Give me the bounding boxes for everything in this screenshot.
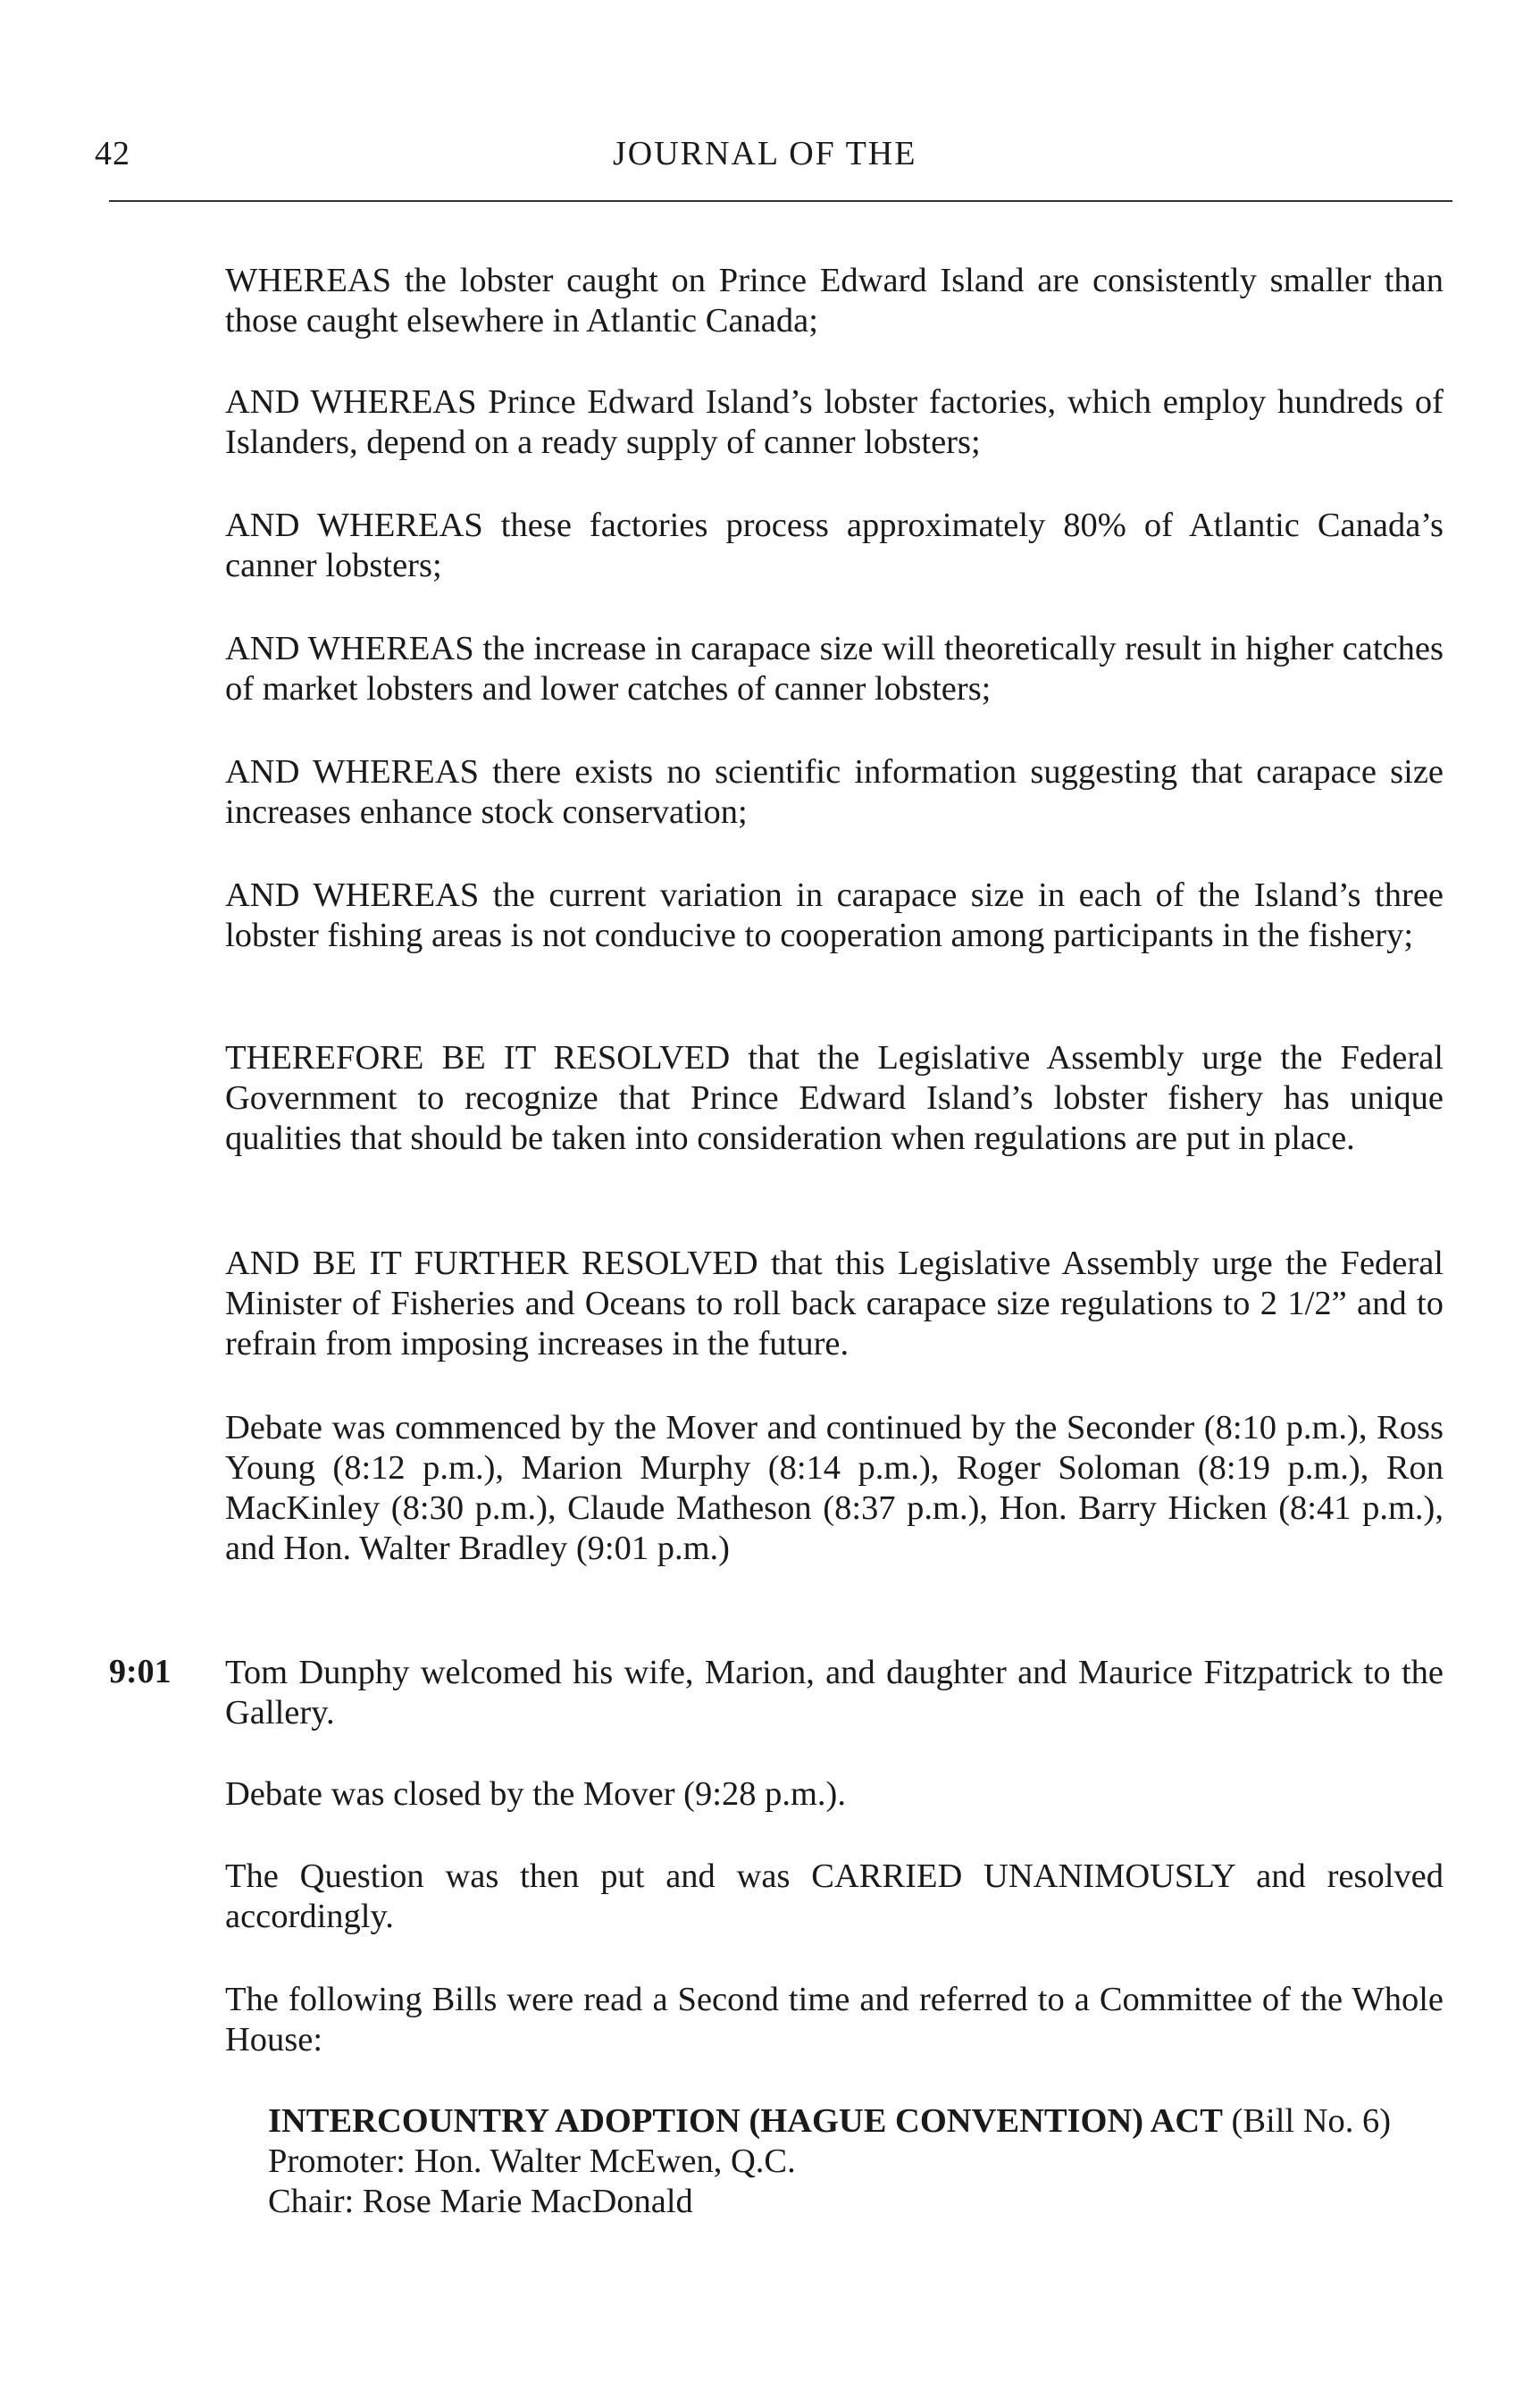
whereas-paragraph-1: WHEREAS the lobster caught on Prince Edward Island are consistently smaller than those caught elsewhere in Atlantic Canada;: [225, 262, 1444, 340]
gallery-paragraph: Tom Dunphy welcomed his wife, Marion, and daughter and Maurice Fitzpatrick to the Gallery.: [225, 1654, 1444, 1731]
resolved-paragraph: THEREFORE BE IT RESOLVED that the Legislative Assembly urge the Federal Government to recognize that Prince Edward Island’s lobster fishery has unique qualities that should be taken into consideration when regulations are put in place.: [225, 1039, 1444, 1157]
debate-closed-paragraph: Debate was closed by the Mover (9:28 p.m.).: [225, 1775, 846, 1813]
whereas-paragraph-6: AND WHEREAS the current variation in carapace size in each of the Island’s three lobster fishing areas is not conducive to cooperation among participants in the fishery;: [225, 876, 1444, 954]
whereas-paragraph-4: AND WHEREAS the increase in carapace size will theoretically result in higher catches of market lobsters and lower catches of canner lobsters;: [225, 630, 1444, 708]
question-paragraph: The Question was then put and was CARRIED UNANIMOUSLY and resolved accordingly.: [225, 1857, 1444, 1935]
page-header: [0, 134, 1540, 188]
whereas-paragraph-2: AND WHEREAS Prince Edward Island’s lobster factories, which employ hundreds of Islanders, depend on a ready supply of canner lobsters;: [225, 383, 1444, 461]
page-number: 42: [95, 135, 130, 172]
whereas-paragraph-5: AND WHEREAS there exists no scientific information suggesting that carapace size increases enhance stock conservation;: [225, 753, 1444, 831]
header-rule: [109, 200, 1452, 202]
debate-paragraph: Debate was commenced by the Mover and continued by the Seconder (8:10 p.m.), Ross Young (8:12 p.m.), Marion Murphy (8:14 p.m.), Roger Soloman (8:19 p.m.), Ron MacKinley (8:30 p.m.), Claude Matheson (8:37 p.m.), Hon. Barry Hicken (8:41 p.m.), and Hon. Walter Bradley (9:01 p.m.): [225, 1409, 1444, 1567]
bill-title: INTERCOUNTRY ADOPTION (HAGUE CONVENTION) ACT: [268, 2102, 1223, 2140]
whereas-paragraph-3: AND WHEREAS these factories process approximately 80% of Atlantic Canada’s canner lobsters;: [225, 507, 1444, 584]
bills-paragraph: The following Bills were read a Second time and referred to a Committee of the Whole House:: [225, 1981, 1444, 2058]
further-resolved-paragraph: AND BE IT FURTHER RESOLVED that this Legislative Assembly urge the Federal Minister of Fisheries and Oceans to roll back carapace size regulations to 2 1/2” and to refrain from imposing increases in the future.: [225, 1245, 1444, 1362]
bill-entry: [268, 2101, 1444, 2222]
bill-chair: Chair: Rose Marie MacDonald: [268, 2183, 693, 2220]
time-stamp-901: 9:01: [109, 1653, 172, 1690]
running-title: JOURNAL OF THE: [613, 135, 917, 172]
bill-number: (Bill No. 6): [1222, 2102, 1392, 2140]
bill-promoter: Promoter: Hon. Walter McEwen, Q.C.: [268, 2142, 796, 2180]
